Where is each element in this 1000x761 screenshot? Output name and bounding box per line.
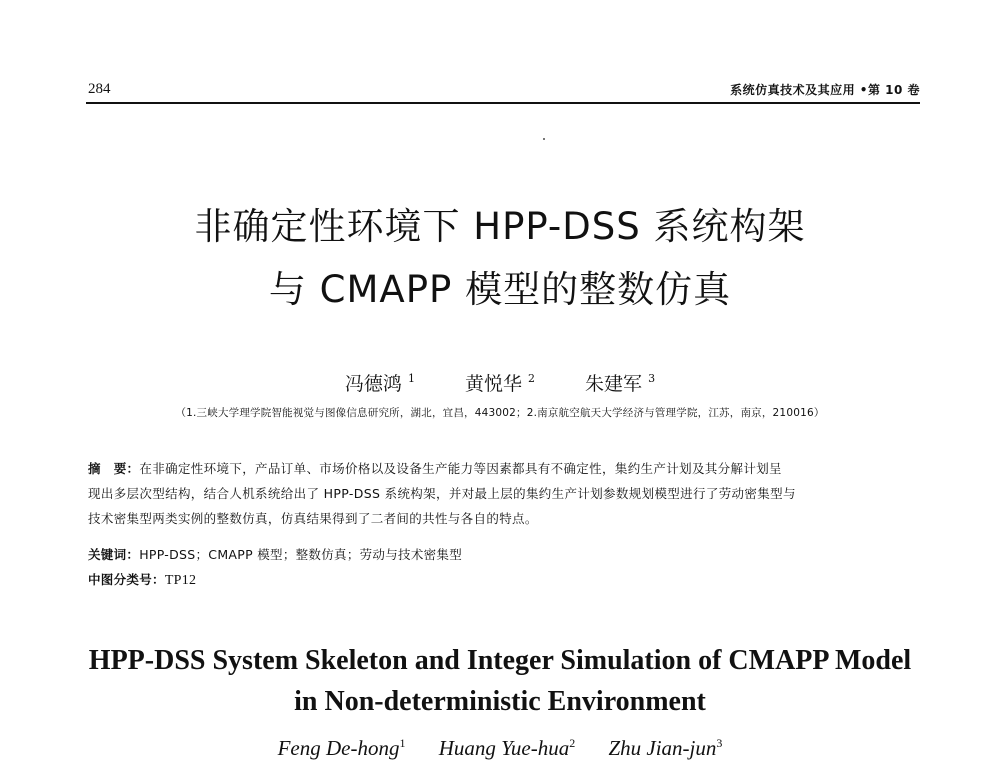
keywords-value: HPP-DSS；CMAPP 模型；整数仿真；劳动与技术密集型	[139, 547, 463, 562]
chinese-author-list	[0, 369, 1000, 396]
scan-speck	[543, 138, 545, 140]
abstract-line: 摘 要：在非确定性环境下，产品订单、市场价格以及设备生产能力等因素都具有不确定性，集约生产计划及其分解计划呈	[88, 461, 782, 476]
english-author-list	[0, 736, 1000, 761]
chinese-author: 冯德鸿 $^1$	[344, 372, 415, 395]
journal-running-title: 系统仿真技术及其应用 •第 10 卷	[730, 83, 920, 97]
classification-number	[88, 570, 196, 589]
english-author: Huang Yue-hua$^2$	[438, 736, 576, 760]
keywords-label: 关键词：	[88, 547, 140, 562]
english-title-line-1: HPP-DSS System Skeleton and Integer Simulation of CMAPP Model	[88, 645, 912, 676]
chinese-author: 黄悦华 $^2$	[464, 372, 535, 395]
abstract-line: 技术密集型两类实例的整数仿真，仿真结果得到了二者间的共性与各自的特点。	[88, 511, 538, 526]
english-title-line-2: in Non-deterministic Environment	[294, 686, 706, 717]
chinese-title-line-1: 非确定性环境下 HPP-DSS 系统构架	[194, 205, 806, 248]
header-rule	[86, 102, 920, 104]
chinese-title-line-2: 与 CMAPP 模型的整数仿真	[268, 268, 732, 311]
keywords	[88, 545, 462, 563]
classification-label: 中图分类号：	[88, 572, 165, 587]
chinese-author: 朱建军 $^3$	[585, 372, 656, 395]
page-number: 284	[88, 81, 111, 97]
chinese-affiliations: （1.三峡大学理学院智能视觉与图像信息研究所，湖北，宜昌，443002；2.南京航空航天大学经济与管理学院，江苏，南京，210016）	[175, 407, 825, 419]
english-author: Zhu Jian-jun$^3$	[608, 736, 723, 760]
english-author: Feng De-hong$^1$	[277, 736, 406, 760]
abstract-line: 现出多层次型结构，结合人机系统给出了 HPP-DSS 系统构架，并对最上层的集约生产计划参数规划模型进行了劳动密集型与	[88, 486, 796, 501]
chinese-abstract	[88, 456, 922, 531]
classification-value: TP12	[164, 573, 197, 588]
abstract-label: 摘 要：	[88, 461, 140, 476]
